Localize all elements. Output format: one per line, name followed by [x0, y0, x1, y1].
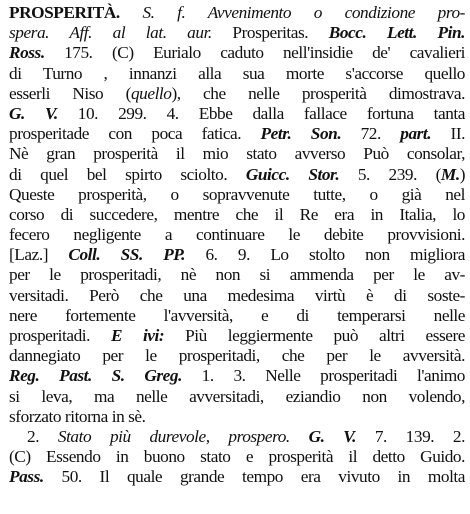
citation-source: Reg. Past. S. Greg. — [9, 366, 182, 386]
citation-source: Pass. — [9, 467, 44, 487]
text-line-12 — [9, 225, 465, 245]
text-line-13 — [9, 245, 465, 265]
quotation-text: Nè gran prosperità il mio stato avverso Può consolar, — [9, 144, 465, 164]
citation-source: G. V. — [9, 103, 58, 123]
quotation-text: (C) Essendo in buono stato e prosperità il detto Guido. — [9, 447, 465, 467]
headword: PROSPERITÀ — [9, 3, 116, 22]
quotation-text: si leva, ma nelle avversitadi, eziandio non volendo, — [9, 386, 465, 406]
quotation-text: 10. 299. 4. Ebbe dalla fallace fortuna tanta — [57, 103, 465, 123]
text-line-23 — [9, 447, 465, 467]
quotation-text: per le prosperitadi, nè non si ammenda per le av- — [9, 265, 465, 285]
text-line-16 — [9, 306, 465, 326]
citation-number: 72. — [341, 124, 401, 144]
definition: Stato più durevole, prospero. — [57, 426, 290, 446]
quotation-text: esserli Niso ( — [9, 83, 131, 103]
text-line-17 — [9, 326, 465, 346]
quotation-text: 1. 3. Nelle prosperitadi l'animo — [181, 366, 465, 386]
quotation-text: dannegiato per le prosperitadi, che per le avversità. — [9, 346, 465, 366]
text-line-8 — [9, 144, 465, 164]
citation-source: Ross. — [9, 43, 45, 63]
text-line-19 — [9, 366, 465, 386]
citation-source: M. — [440, 164, 460, 184]
text-line-9 — [9, 165, 465, 185]
text-line-3 — [9, 43, 465, 63]
quotation-text: nere fortemente l'avversità, e di temperarsi nelle — [9, 305, 465, 325]
gloss: quello — [130, 83, 172, 103]
quotation-text: corso di succedere, mentre che il Re era in Italia, lo — [9, 204, 465, 224]
text-line-14 — [9, 265, 465, 285]
text-line-24 — [9, 467, 465, 487]
quotation-text: di quel bel spirto sciolto. — [9, 164, 246, 184]
quotation-text: prosperitade con poca fatica. — [9, 124, 261, 144]
dictionary-page — [9, 3, 465, 511]
citation-source: part. — [400, 124, 432, 144]
quotation-text: Queste prosperità, o sopravvenute tutte, o già nel — [9, 184, 465, 204]
text-line-15 — [9, 286, 465, 306]
quotation-text: fecero negligente a continuare le debite provvisioni. — [9, 225, 465, 245]
quotation-text: Più leggiermente può altri essere — [164, 326, 465, 345]
text-line-1 — [9, 3, 465, 23]
citation-source: Bocc. Lett. Pin. — [328, 23, 465, 43]
text-line-20 — [9, 387, 465, 407]
citation-source: Guicc. Stor. — [245, 164, 340, 184]
quotation-text: prosperitadi. — [9, 326, 111, 345]
quotation-text: ), che nelle prosperità dimostrava. — [171, 83, 465, 103]
text-line-11 — [9, 205, 465, 225]
etymology: Prosperitas. — [211, 23, 329, 43]
definition: spera. Aff. al lat. aur. — [9, 23, 212, 43]
text-line-18 — [9, 346, 465, 366]
citation-number: 5. 239. ( — [339, 164, 441, 184]
text-line-2 — [9, 23, 465, 43]
text-line-6 — [9, 104, 465, 124]
citation-source: G. V. — [308, 426, 357, 446]
quotation-text: 175. (C) Eurialo caduto nell'insidie de' cavalieri — [44, 43, 465, 63]
citation-number: ) — [459, 164, 465, 184]
editor-mark: [Laz.] — [9, 245, 69, 265]
definition: S. f. Avvenimento o condizione pro- — [142, 3, 465, 22]
citation-number: 7. 139. 2. — [356, 426, 465, 446]
citation-source: E ivi: — [110, 326, 165, 345]
sense-number: 2. — [27, 426, 58, 446]
text-run — [290, 427, 309, 446]
text-line-4 — [9, 64, 465, 84]
text-line-21 — [9, 407, 465, 427]
text-run: . — [115, 3, 143, 22]
citation-source: Coll. SS. PP. — [68, 245, 186, 265]
text-line-5 — [9, 84, 465, 104]
citation-source: Petr. Son. — [260, 124, 342, 144]
quotation-text: versitadi. Però che una medesima virtù è di soste- — [9, 285, 465, 305]
quotation-text: sforzato ritorna in sè. — [9, 406, 146, 426]
dictionary-entry-prosperita — [9, 3, 465, 488]
quotation-text: di Turno , innanzi alla sua morte s'accorse quello — [9, 63, 465, 83]
citation-number: II. — [431, 124, 465, 144]
quotation-text: 50. Il quale grande tempo era vivuto in molta — [43, 467, 465, 487]
quotation-text: 6. 9. Lo stolto non migliora — [185, 245, 465, 265]
text-line-22 — [9, 427, 465, 447]
text-line-10 — [9, 185, 465, 205]
text-line-7 — [9, 124, 465, 144]
